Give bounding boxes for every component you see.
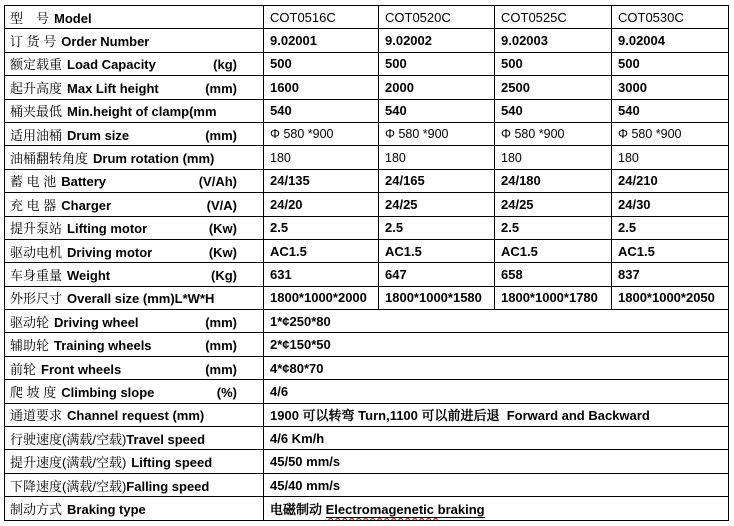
row-label-cell bbox=[5, 146, 264, 169]
row-label-zh: 制动方式 bbox=[10, 501, 63, 517]
row-label-unit: (V/Ah) bbox=[198, 174, 237, 190]
row-label bbox=[10, 218, 237, 237]
row-label bbox=[10, 78, 237, 97]
row-label-en: Battery bbox=[61, 174, 107, 190]
value-cell: Φ 580 *900 bbox=[379, 122, 495, 145]
row-label-cell bbox=[5, 286, 264, 309]
value-cell: AC1.5 bbox=[612, 239, 729, 262]
row-label-unit: (kg) bbox=[213, 57, 237, 73]
row-label-en: Channel request (mm) bbox=[67, 408, 205, 424]
value-cell: Φ 580 *900 bbox=[264, 122, 379, 145]
row-label-zh: 驱动轮 bbox=[10, 314, 50, 330]
table-row bbox=[5, 122, 729, 145]
row-label-cell bbox=[5, 380, 264, 403]
value-cell: 24/25 bbox=[495, 193, 612, 216]
value-cell: 3000 bbox=[612, 76, 729, 99]
value-cell: AC1.5 bbox=[379, 239, 495, 262]
value-cell-merged: 1*¢250*80 bbox=[264, 310, 729, 333]
table-row bbox=[5, 76, 729, 99]
row-label-en: Front wheels bbox=[41, 361, 122, 377]
value-cell-merged: 45/40 mm/s bbox=[264, 473, 729, 496]
row-label-unit: (%) bbox=[216, 384, 237, 400]
row-label-en: Overall size (mm)L*W*H bbox=[67, 291, 215, 307]
value-cell-merged: 4*¢80*70 bbox=[264, 356, 729, 379]
value-cell: 9.02001 bbox=[264, 29, 379, 52]
row-label-en: Driving motor bbox=[67, 244, 153, 260]
value-cell: 9.02003 bbox=[495, 29, 612, 52]
value-cell: 2000 bbox=[379, 76, 495, 99]
row-label-unit: (Kw) bbox=[208, 244, 237, 260]
row-label-zh: 订 货 号 bbox=[10, 34, 57, 50]
value-cell: 500 bbox=[495, 52, 612, 75]
row-label-cell bbox=[5, 310, 264, 333]
value-cell: COT0530C bbox=[612, 6, 729, 29]
value-segment: braking bbox=[437, 501, 485, 517]
row-label-zh: 通道要求 bbox=[10, 408, 63, 424]
row-label-en: Lifting motor bbox=[67, 221, 148, 237]
value-segment: ,1100 可以前进后退 bbox=[386, 408, 507, 424]
table-row bbox=[5, 193, 729, 216]
value-cell: 180 bbox=[495, 146, 612, 169]
value-cell-merged: 45/50 mm/s bbox=[264, 450, 729, 473]
value-cell: 540 bbox=[264, 99, 379, 122]
row-label bbox=[10, 335, 237, 354]
value-cell: Φ 580 *900 bbox=[612, 122, 729, 145]
row-label-zh: 型 号 bbox=[10, 10, 50, 26]
row-label-en: Travel speed bbox=[126, 431, 206, 447]
table-row bbox=[5, 263, 729, 286]
row-label-en: Climbing slope bbox=[61, 384, 155, 400]
value-cell: 24/25 bbox=[379, 193, 495, 216]
row-label-zh: 提升速度(满载/空载) bbox=[10, 455, 127, 471]
value-cell: 24/30 bbox=[612, 193, 729, 216]
value-cell: 24/20 bbox=[264, 193, 379, 216]
row-label-unit: (Kw) bbox=[208, 221, 237, 237]
row-label-unit: (mm) bbox=[205, 338, 237, 354]
row-label-zh: 行驶速度(满载/空载) bbox=[10, 431, 127, 447]
row-label-cell bbox=[5, 76, 264, 99]
table-row bbox=[5, 450, 729, 473]
row-label-zh: 适用油桶 bbox=[10, 127, 63, 143]
row-label-zh: 油桶翻转角度 bbox=[10, 151, 89, 167]
row-label-zh: 车身重量 bbox=[10, 267, 63, 283]
row-label-zh: 驱动电机 bbox=[10, 244, 63, 260]
table-row bbox=[5, 169, 729, 192]
row-label-en: Lifting speed bbox=[131, 455, 213, 471]
row-label-zh: 外形尺寸 bbox=[10, 291, 63, 307]
row-label-zh: 蓄 电 池 bbox=[10, 174, 57, 190]
row-label-zh: 桶夹最低 bbox=[10, 104, 63, 120]
value-cell: 500 bbox=[264, 52, 379, 75]
table-row bbox=[5, 146, 729, 169]
value-cell: 837 bbox=[612, 263, 729, 286]
row-label-en: Max Lift height bbox=[67, 80, 159, 96]
value-cell: 1800*1000*2000 bbox=[264, 286, 379, 309]
value-segment: Electromagenetic bbox=[325, 501, 438, 517]
value-cell: 540 bbox=[379, 99, 495, 122]
row-label-cell bbox=[5, 427, 264, 450]
row-label bbox=[10, 312, 237, 331]
table-row bbox=[5, 6, 729, 29]
row-label-en: Drum size bbox=[67, 127, 130, 143]
row-label-unit: (V/A) bbox=[206, 197, 237, 213]
table-row bbox=[5, 333, 729, 356]
row-label-unit: (mm) bbox=[205, 127, 237, 143]
row-label-cell bbox=[5, 333, 264, 356]
table-row bbox=[5, 286, 729, 309]
value-segment: Turn bbox=[358, 408, 387, 424]
row-label-en: Model bbox=[54, 10, 92, 26]
value-cell: COT0525C bbox=[495, 6, 612, 29]
row-label-zh: 额定载重 bbox=[10, 57, 63, 73]
table-row bbox=[5, 473, 729, 496]
row-label bbox=[10, 499, 237, 518]
value-cell: 1800*1000*1580 bbox=[379, 286, 495, 309]
row-label bbox=[10, 148, 237, 167]
row-label bbox=[10, 125, 237, 144]
value-cell: 500 bbox=[379, 52, 495, 75]
row-label-cell bbox=[5, 29, 264, 52]
spec-table-body bbox=[5, 6, 729, 521]
table-row bbox=[5, 52, 729, 75]
row-label-cell bbox=[5, 122, 264, 145]
row-label-en: Falling speed bbox=[126, 478, 210, 494]
value-cell: 2.5 bbox=[264, 216, 379, 239]
value-cell: 540 bbox=[495, 99, 612, 122]
row-label-en: Charger bbox=[61, 197, 112, 213]
row-label bbox=[10, 171, 237, 190]
value-cell: 9.02002 bbox=[379, 29, 495, 52]
row-label-zh: 前轮 bbox=[10, 361, 37, 377]
value-segment: Forward and Backward bbox=[506, 408, 650, 424]
row-label-en: Braking type bbox=[67, 501, 146, 517]
row-label-cell bbox=[5, 99, 264, 122]
value-cell: 180 bbox=[264, 146, 379, 169]
row-label bbox=[10, 359, 237, 378]
table-row bbox=[5, 216, 729, 239]
row-label-zh: 起升高度 bbox=[10, 80, 63, 96]
row-label-en: Load Capacity bbox=[67, 57, 156, 73]
value-cell: 180 bbox=[379, 146, 495, 169]
value-cell-merged bbox=[264, 497, 729, 520]
row-label bbox=[10, 476, 237, 495]
row-label-unit: (mm) bbox=[205, 361, 237, 377]
row-label-en: Drum rotation (mm) bbox=[93, 151, 215, 167]
value-cell: 500 bbox=[612, 52, 729, 75]
table-row bbox=[5, 356, 729, 379]
row-label-cell bbox=[5, 497, 264, 520]
row-label bbox=[10, 265, 237, 284]
row-label-en: Driving wheel bbox=[54, 314, 139, 330]
row-label-unit: (mm) bbox=[205, 80, 237, 96]
row-label-zh: 下降速度(满载/空载) bbox=[10, 478, 127, 494]
row-label bbox=[10, 101, 237, 120]
row-label-unit: (mm) bbox=[205, 314, 237, 330]
value-cell: 24/165 bbox=[379, 169, 495, 192]
row-label-cell bbox=[5, 403, 264, 426]
value-cell: 180 bbox=[612, 146, 729, 169]
value-cell-merged: 2*¢150*50 bbox=[264, 333, 729, 356]
row-label-cell bbox=[5, 193, 264, 216]
table-row bbox=[5, 380, 729, 403]
table-row bbox=[5, 427, 729, 450]
row-label bbox=[10, 242, 237, 261]
value-cell: 2.5 bbox=[495, 216, 612, 239]
value-cell: 2.5 bbox=[379, 216, 495, 239]
row-label-en: Training wheels bbox=[54, 338, 152, 354]
value-cell: 2.5 bbox=[612, 216, 729, 239]
value-cell: 24/135 bbox=[264, 169, 379, 192]
row-label bbox=[10, 429, 237, 448]
value-cell: 24/180 bbox=[495, 169, 612, 192]
row-label bbox=[10, 405, 237, 424]
table-row bbox=[5, 310, 729, 333]
value-cell: AC1.5 bbox=[495, 239, 612, 262]
table-row bbox=[5, 403, 729, 426]
row-label-zh: 提升泵站 bbox=[10, 221, 63, 237]
row-label-en: Order Number bbox=[61, 34, 150, 50]
row-label-cell bbox=[5, 6, 264, 29]
row-label-cell bbox=[5, 263, 264, 286]
row-label bbox=[10, 54, 237, 73]
value-cell: 1600 bbox=[264, 76, 379, 99]
row-label-en: Weight bbox=[67, 267, 111, 283]
value-cell: 24/210 bbox=[612, 169, 729, 192]
value-cell: 658 bbox=[495, 263, 612, 286]
row-label-cell bbox=[5, 356, 264, 379]
value-cell: 2500 bbox=[495, 76, 612, 99]
row-label bbox=[10, 382, 237, 401]
row-label-unit: (Kg) bbox=[211, 267, 237, 283]
value-cell-merged bbox=[264, 403, 729, 426]
value-cell: COT0516C bbox=[264, 6, 379, 29]
table-row bbox=[5, 29, 729, 52]
row-label-en: Min.height of clamp(mm bbox=[67, 104, 217, 120]
row-label-cell bbox=[5, 169, 264, 192]
row-label bbox=[10, 195, 237, 214]
row-label bbox=[10, 8, 237, 27]
value-cell: COT0520C bbox=[379, 6, 495, 29]
row-label-zh: 充 电 器 bbox=[10, 197, 57, 213]
value-cell-merged: 4/6 bbox=[264, 380, 729, 403]
row-label bbox=[10, 31, 237, 50]
table-row bbox=[5, 239, 729, 262]
row-label-cell bbox=[5, 473, 264, 496]
row-label-zh: 辅助轮 bbox=[10, 338, 50, 354]
row-label-zh: 爬 坡 度 bbox=[10, 384, 57, 400]
row-label-cell bbox=[5, 216, 264, 239]
row-label-cell bbox=[5, 52, 264, 75]
value-cell-merged: 4/6 Km/h bbox=[264, 427, 729, 450]
value-segment: 电磁制动 bbox=[270, 501, 326, 517]
value-cell: Φ 580 *900 bbox=[495, 122, 612, 145]
spec-table bbox=[4, 5, 729, 521]
value-cell: AC1.5 bbox=[264, 239, 379, 262]
value-cell: 647 bbox=[379, 263, 495, 286]
row-label-cell bbox=[5, 450, 264, 473]
value-cell: 1800*1000*1780 bbox=[495, 286, 612, 309]
value-cell: 540 bbox=[612, 99, 729, 122]
table-row bbox=[5, 99, 729, 122]
value-segment: 1900 可以转弯 bbox=[270, 408, 359, 424]
row-label-cell bbox=[5, 239, 264, 262]
value-cell: 631 bbox=[264, 263, 379, 286]
table-row bbox=[5, 497, 729, 520]
value-cell: 9.02004 bbox=[612, 29, 729, 52]
value-cell: 1800*1000*2050 bbox=[612, 286, 729, 309]
row-label bbox=[10, 288, 237, 307]
row-label bbox=[10, 452, 237, 471]
